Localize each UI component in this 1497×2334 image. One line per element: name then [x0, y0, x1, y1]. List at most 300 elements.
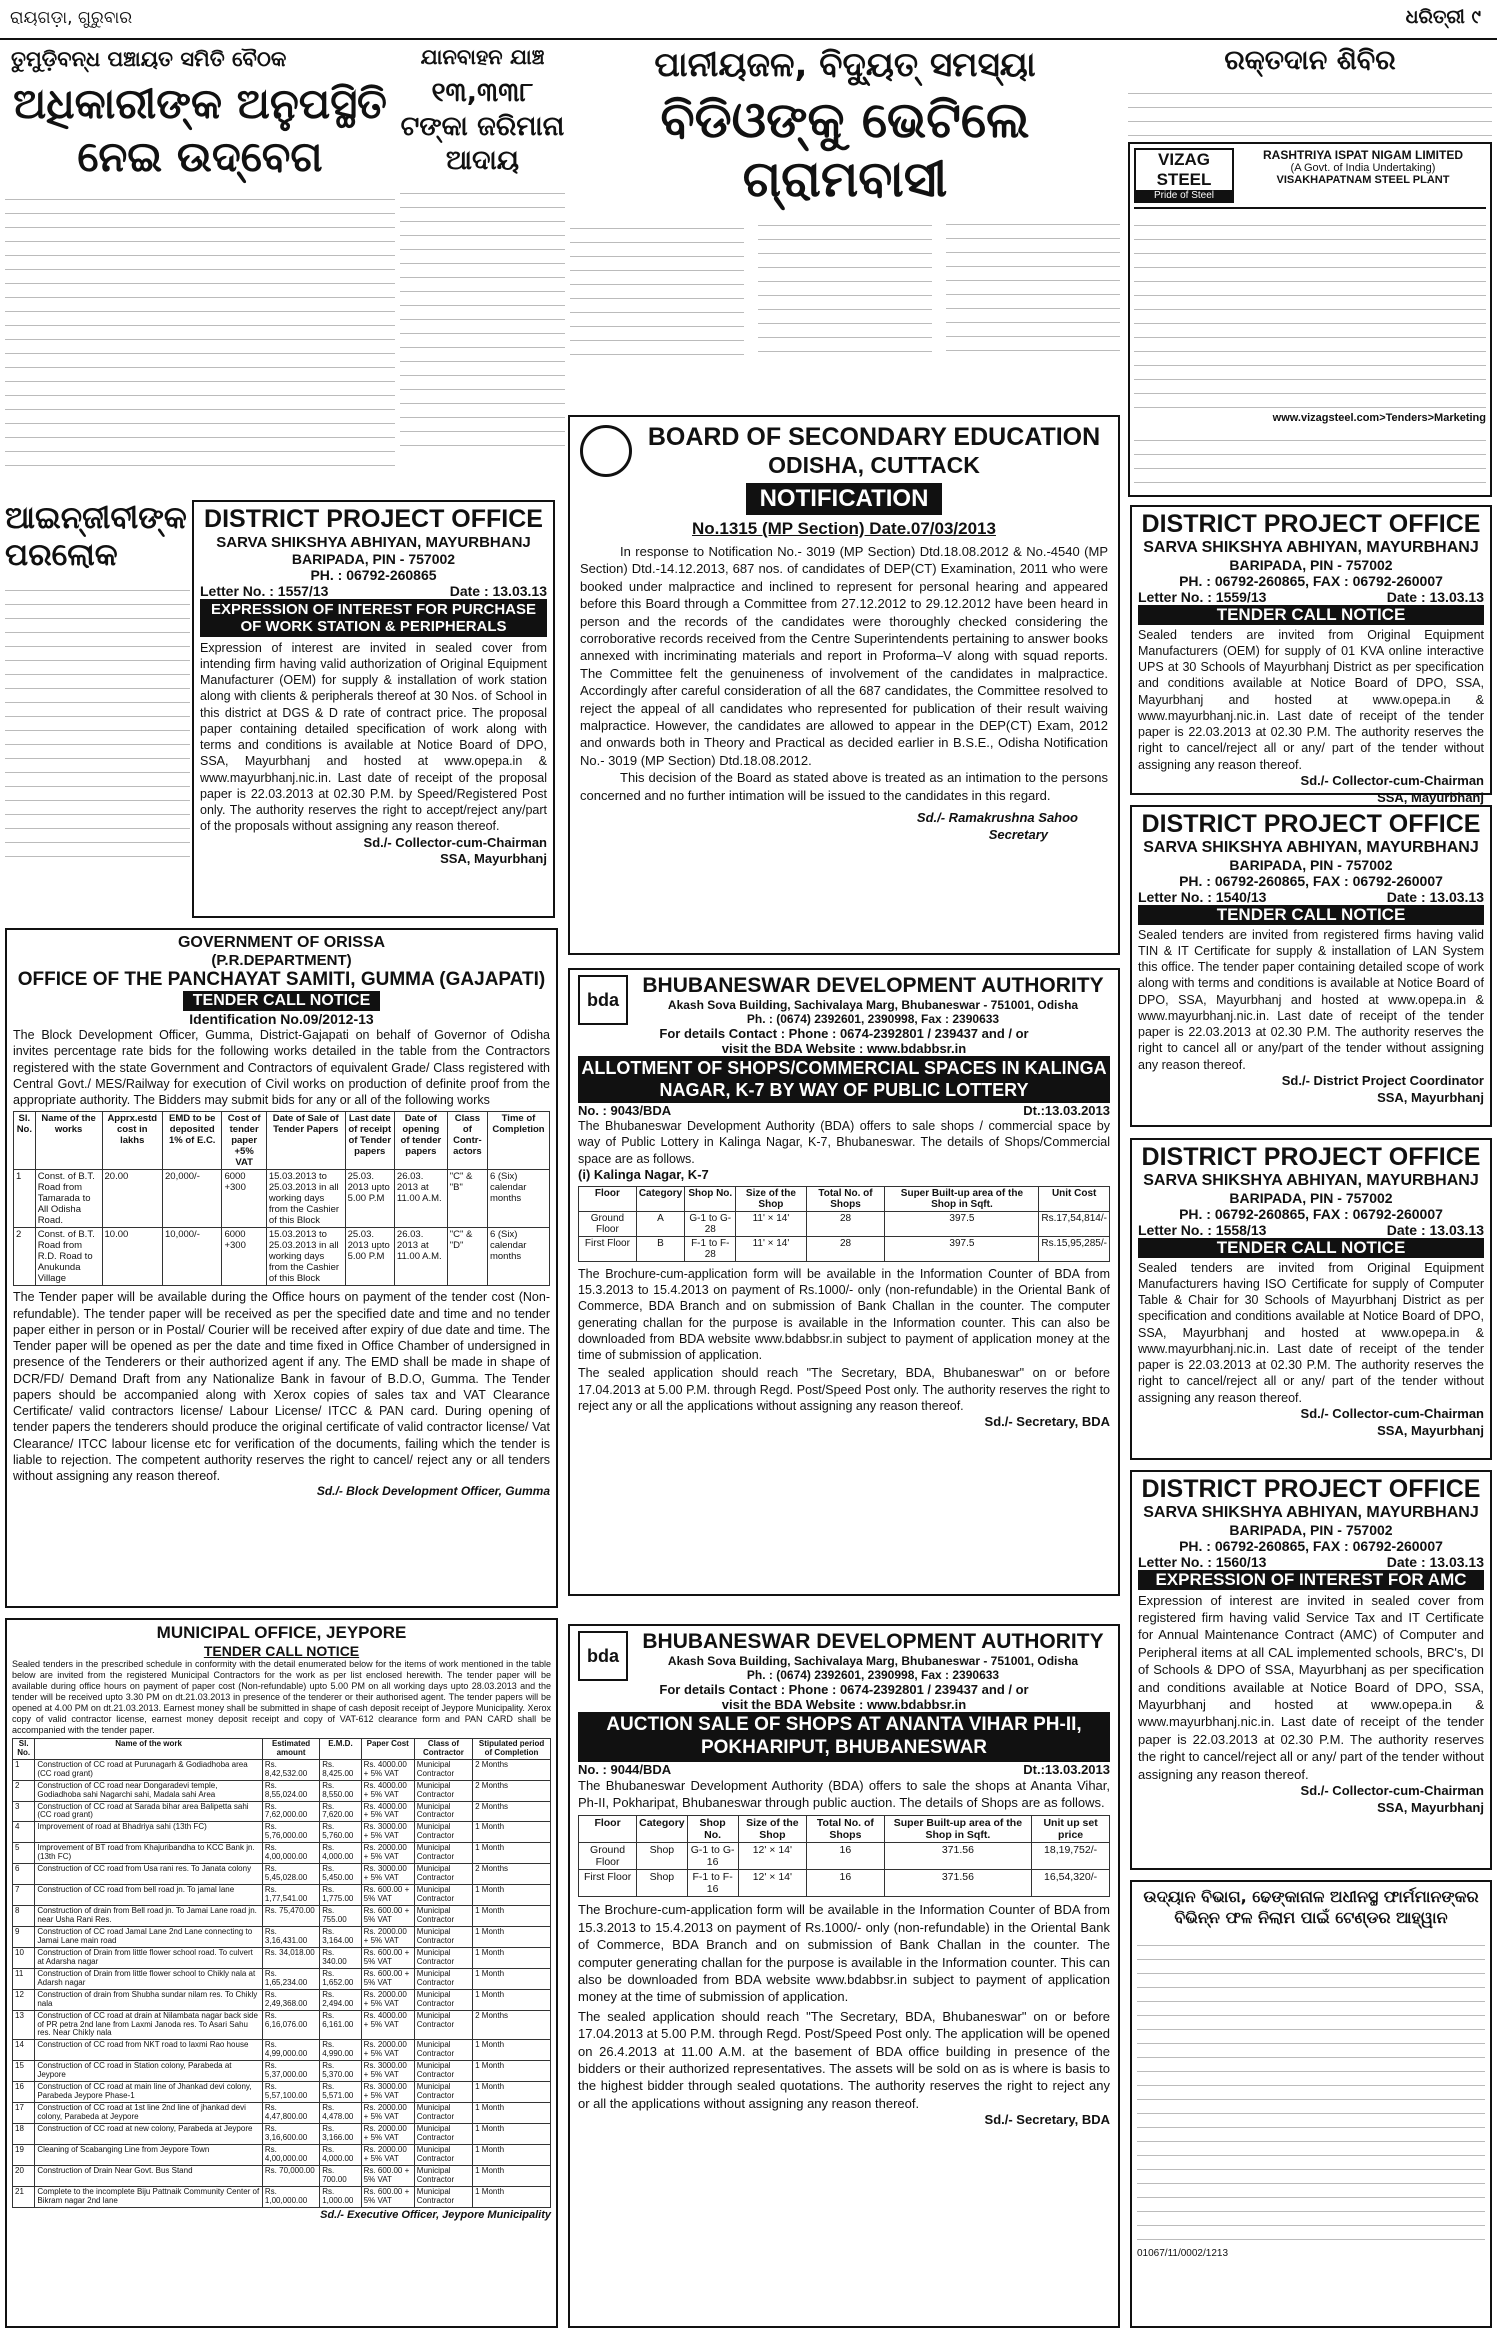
page-header	[0, 0, 1497, 40]
office-address: BARIPADA, PIN - 757002	[1229, 556, 1393, 573]
story-body-text	[570, 215, 1120, 356]
table-row: Ground Floor A G-1 to G-28 11' × 14' 28 397.5 Rs.17,54,814/-	[579, 1211, 1110, 1236]
table-cell: 2 Months	[473, 1780, 551, 1801]
table-cell: Construction of CC road Jamal Lane 2nd Lane connecting to Jamai Lane main road	[35, 1926, 263, 1947]
bse-notification	[568, 415, 1120, 955]
table-cell: Construction of Drain Near Govt. Bus Stand	[35, 2165, 263, 2186]
table-cell: Rs. 2000.00 + 5% VAT	[361, 2040, 414, 2061]
table-cell: Rs. 2000.00 + 5% VAT	[361, 1989, 414, 2010]
notice-date: Date : 13.03.13	[1386, 1553, 1484, 1570]
table-cell: 1 Month	[473, 1885, 551, 1906]
govt-line: GOVERNMENT OF ORISSA	[177, 934, 386, 951]
table-cell: Complete to the incomplete Biju Pattnaik Community Center of Bikram nagar 2nd lane	[35, 2186, 263, 2207]
table-cell: Rs. 2000.00 + 5% VAT	[361, 1843, 414, 1864]
notice-date: Dt.:13.03.2013	[1023, 1103, 1110, 1119]
table-row	[13, 2010, 551, 2040]
tender-title: ଉଦ୍ୟାନ ବିଭାଗ, ଢେଙ୍କାନାଳ ଅଧୀନସ୍ଥ ଫାର୍ମମାନଙ୍କର ବିଭିନ୍ନ ଫଳ ନିଲାମ ପାଇଁ ଟେଣ୍ଡର ଆହ୍ୱାନ	[1143, 1887, 1479, 1927]
table-cell: Construction of CC road from NKT road to laxmi Rao house	[35, 2040, 263, 2061]
notice-body-2: The sealed application should reach "The Secretary, BDA, Bhubaneswar" on or before 17.04.2013 at 5.00 P.M. through Regd. Post/Speed Post only. The application will be opened on 26.4.2013 at 11.00 A.M. at the basement of BDA office building in presence of the bidders or their authorized representatives. The assets will be sold on as is where is basis to the highest bidder through sealed quotations. The authority reserves the right to reject any or all the applications without assigning any reason thereof.	[578, 2008, 1110, 2111]
table-cell: Rs. 34,018.00	[262, 1947, 319, 1968]
location-subhead: (i) Kalinga Nagar, K-7	[578, 1166, 709, 1182]
signature-office: SSA, Mayurbhanj	[440, 851, 547, 867]
table-cell: 5	[13, 1843, 35, 1864]
table-cell: Rs. 3000.00 + 5% VAT	[361, 2061, 414, 2082]
table-cell: 1 Month	[473, 2082, 551, 2103]
story-body-text	[5, 580, 190, 857]
page-folio: ଧରିତ୍ରୀ ୯	[1405, 6, 1481, 28]
letter-no: Letter No. : 1559/13	[1138, 588, 1267, 605]
table-cell: 13	[13, 2010, 35, 2040]
notice-body: Expression of interest are invited in sealed cover from intending firm having valid authorization of Original Equipment Manufacturer (OEM) for supply & installation of work station along with clients & peripherals thereof at 30 Nos. of School in this district at DGS & D rate of contract price. The proposal paper containing detailed specification of work along with terms and conditions is available at Notice Board of DPO, SSA, Mayurbhanj and hosted at www.opepa.in & www.mayurbhanj.nic.in. Last date of receipt of the proposal paper is 22.03.2013 at 02.30 P.M. by Speed/Registered Post only. The authority reserves the right to accept/reject any/part of the proposals without assigning any reason thereof.	[200, 640, 547, 834]
table-cell: Rs. 5,45,028.00	[262, 1864, 319, 1885]
table-cell: 11	[13, 1968, 35, 1989]
table-cell: Rs. 4,000.00	[320, 1843, 361, 1864]
gumma-tender-notice	[5, 928, 558, 1608]
jeypore-tender-notice	[5, 1618, 558, 2328]
ad-code: 01067/11/0002/1213	[1137, 2247, 1229, 2259]
table-cell: Construction of CC road at main line of Jhankad devi colony, Parabeda Jeypore Phase-1	[35, 2082, 263, 2103]
story-headline: ବିଡିଓଙ୍କୁ ଭେଟିଲେ ଗ୍ରାମବାସୀ	[660, 91, 1030, 208]
notice-banner: EXPRESSION OF INTEREST FOR PURCHASE OF WORK STATION & PERIPHERALS	[200, 599, 547, 637]
table-cell: 1 Month	[473, 1822, 551, 1843]
notice-no: No. : 9043/BDA	[578, 1103, 672, 1119]
story-kicker: ତୁମୁଡ଼ିବନ୍ଧ ପଞ୍ଚାୟତ ସମିତି ବୈଠକ	[11, 47, 287, 71]
notice-date: Dt.:13.03.2013	[1023, 1761, 1110, 1777]
signature: Sd./- Collector-cum-Chairman	[363, 834, 547, 850]
notice-banner: TENDER CALL NOTICE	[183, 991, 380, 1011]
table-cell: Rs. 600.00 + 5% VAT	[361, 1906, 414, 1927]
shops-table	[578, 1186, 1110, 1262]
table-cell: Rs. 8,55,024.00	[262, 1780, 319, 1801]
dpo-notice-1557	[192, 500, 555, 918]
table-cell: Construction of CC road near Dongaradevi temple, Godiadhoba sahi Nagarchi sahi, Madala sahi Area	[35, 1780, 263, 1801]
table-cell: 1 Month	[473, 1906, 551, 1927]
table-cell: Construction of CC road at new colony, Parabeda at Jeypore	[35, 2124, 263, 2145]
notice-body: The Tender paper will be available during the Office hours on payment of the tender cost (Non-refundable). The tender paper will be received as per the specified date and time and no tender paper either in person or in Postal/ Courier will be received after expiry of due date and time. The Tender paper will be opened as per the date and time fixed in Office Chamber of undersigned in presence of the Tenderers or their authorized agent if any. The EMD shall be made in shape of DCR/FD/ Demand Draft from any Nationalize Bank in favour of B.D.O, Gumma. The Tender papers should be accompanied along with Xerox copies of sales tax and VAT Clearance Certificate/ valid contractors license/ Labour License/ ITCC & PAN card. During opening of tender papers the tenderers should produce the original certificate of valid contractor license/ Vat Clearance/ ITCC labour license etc for verification of the documents, failing which the tender is liable to rejection. The competent authority reserves the right to cancel/ reject any or all tenders without assigning any reason thereof.	[13, 1290, 550, 1483]
office-phone: PH. : 06792-260865, FAX : 06792-260007	[1179, 872, 1443, 889]
office-subtitle: SARVA SHIKSHYA ABHIYAN, MAYURBHANJ	[216, 533, 531, 551]
table-cell: Rs. 600.00 + 5% VAT	[361, 1947, 414, 1968]
table-row	[13, 1843, 551, 1864]
table-row	[13, 1989, 551, 2010]
notice-body-2: The sealed application should reach "The Secretary, BDA, Bhubaneswar" on or before 17.04.2013 at 5.00 P.M. through Regd. Post/Speed Post only. The authority reserves the right to reject any or all the applications without assigning any reason thereof.	[578, 1366, 1110, 1413]
table-cell: Rs. 8,550.00	[320, 1780, 361, 1801]
table-cell: 14	[13, 2040, 35, 2061]
board-subtitle: ODISHA, CUTTACK	[768, 452, 980, 478]
table-cell: 1 Month	[473, 2186, 551, 2207]
table-cell: 19	[13, 2144, 35, 2165]
bse-emblem-icon	[580, 425, 632, 477]
table-cell: Construction of CC road from Usa rani res. To Janata colony	[35, 1864, 263, 1885]
authority-title: BHUBANESWAR DEVELOPMENT AUTHORITY	[642, 1630, 1104, 1653]
signature: Sd./- Secretary, BDA	[984, 2112, 1110, 2128]
table-cell: Municipal Contractor	[414, 2103, 472, 2124]
story-headline: ୧୩,୩୩୮ ଟଙ୍କା ଜରିମାନା ଆଦାୟ	[400, 77, 565, 176]
ad-body-text	[1134, 215, 1486, 408]
notice-banner: AUCTION SALE OF SHOPS AT ANANTA VIHAR PH-II, POKHARIPUT, BHUBANESWAR	[578, 1712, 1110, 1762]
notice-banner: NOTIFICATION	[746, 483, 943, 515]
table-cell: Rs. 75,470.00	[262, 1906, 319, 1927]
table-cell: Municipal Contractor	[414, 2040, 472, 2061]
table-cell: Construction of CC road in Station colony, Parabeda at Jeypore	[35, 2061, 263, 2082]
board-title: BOARD OF SECONDARY EDUCATION	[647, 423, 1101, 451]
table-cell: 7	[13, 1885, 35, 1906]
table-cell: Rs. 4,000.00	[320, 2144, 361, 2165]
table-row: First Floor B F-1 to F-28 11' × 14' 28 397.5 Rs.15,95,285/-	[579, 1236, 1110, 1261]
tender-body-text	[1137, 1935, 1485, 2240]
table-cell: Rs. 1,652.00	[320, 1968, 361, 1989]
signature-office: SSA, Mayurbhanj	[1377, 1422, 1484, 1438]
signature-office: SSA, Mayurbhanj	[1377, 1799, 1484, 1815]
notice-date: Date : 13.03.13	[449, 582, 547, 599]
notice-body: The Brochure-cum-application form will be available in the Information Counter of BDA from 15.3.2013 to 15.4.2013 on payment of Rs.1000/- only (non-refundable) in the Oriental Bank of Commerce, BDA Branch and on submission of Bank Challan in the counter. The computer generating challan for the purpose is available in the Information counter. This can also be downloaded from BDA website www.bdabbsr.in subject to payment of application money at the time of submission of application.	[578, 1266, 1110, 1363]
table-cell: 10	[13, 1947, 35, 1968]
table-cell: Rs. 4000.00 + 5% VAT	[361, 1759, 414, 1780]
table-cell: Rs. 5,450.00	[320, 1864, 361, 1885]
table-cell: 6	[13, 1864, 35, 1885]
notice-date: Date : 13.03.13	[1386, 1221, 1484, 1238]
signature: Sd./- Block Development Officer, Gumma	[316, 1484, 550, 1499]
table-cell: 21	[13, 2186, 35, 2207]
table-cell: Rs. 2,494.00	[320, 1989, 361, 2010]
table-cell: Rs. 4,00,000.00	[262, 1843, 319, 1864]
table-cell: Construction of CC road at 1st line 2nd line of jhankad devi colony, Parabeda at Jeypore	[35, 2103, 263, 2124]
bda-logo: bda	[578, 1631, 628, 1681]
table-row	[13, 2082, 551, 2103]
table-cell: 2 Months	[473, 1801, 551, 1822]
table-cell: 1 Month	[473, 2144, 551, 2165]
table-header-row: Floor Category Shop No. Size of the Shop Total No. of Shops Super Built-up area of the Shop in Sqft. Unit Cost	[579, 1186, 1110, 1211]
table-cell: 1 Month	[473, 2040, 551, 2061]
table-cell: 1	[13, 1759, 35, 1780]
dateline: ରାୟଗଡ଼ା, ଗୁରୁବାର	[10, 8, 133, 28]
office-phone: PH. : 06792-260865, FAX : 06792-260007	[1179, 1537, 1443, 1554]
notice-body: Sealed tenders are invited from Original Equipment Manufacturers (OEM) for supply of 01 KVA online interactive UPS at 30 Schools of Mayurbhanj District as per specification and conditions available at Notice Board of DPO, SSA, Mayurbhanj and hosted at www.opepa.in & www.mayurbhanj.nic.in. Last date of receipt of the tender paper is 22.03.2013 at 02.30 P.M. The authority reserves the right to cancel/reject all or any/ part of the tender without assigning any reason thereof.	[1138, 627, 1484, 772]
notice-no: No. : 9044/BDA	[578, 1761, 672, 1777]
notice-banner: TENDER CALL NOTICE	[1138, 605, 1484, 625]
table-cell: Rs. 8,425.00	[320, 1759, 361, 1780]
bda-auction-notice	[568, 1624, 1120, 2328]
table-cell: Improvement of BT road from Khajuribandha to KCC Bank jn. (13th FC)	[35, 1843, 263, 1864]
letter-no: Letter No. : 1540/13	[1138, 888, 1267, 905]
table-cell: Rs. 5,760.00	[320, 1822, 361, 1843]
notice-intro: The Bhubaneswar Development Authority (BDA) offers to sale the shops at Ananta Vihar, Ph-II, Pokharipat, Bhubaneswar through public auction. The details of Shops are as follows.	[578, 1777, 1110, 1810]
table-cell: Rs. 5,370.00	[320, 2061, 361, 2082]
dpo-notice-1540	[1130, 805, 1492, 1127]
office-subtitle: SARVA SHIKSHYA ABHIYAN, MAYURBHANJ	[1143, 838, 1479, 856]
story-absence	[5, 45, 395, 495]
table-cell: Rs. 3000.00 + 5% VAT	[361, 1864, 414, 1885]
notice-body: The Brochure-cum-application form will be available in the Information Counter of BDA from 15.3.2013 to 15.4.2013 on payment of Rs.1000/- only (non-refundable) in the Oriental Bank of Commerce, BDA Branch and on submission of Bank Challan in the counter. The computer generating challan for the purpose is available in the Information counter. This can also be downloaded from BDA website www.bdabbsr.in subject to payment of application money at the time of submission of application.	[578, 1902, 1110, 2005]
table-cell: Rs. 755.00	[320, 1906, 361, 1927]
table-cell: Rs. 3000.00 + 5% VAT	[361, 2082, 414, 2103]
signature: Sd./- Ramakrushna Sahoo	[916, 810, 1078, 826]
table-cell: Municipal Contractor	[414, 2144, 472, 2165]
table-row	[13, 2144, 551, 2165]
table-cell: Rs. 8,42,532.00	[262, 1759, 319, 1780]
bda-logo: bda	[578, 975, 628, 1025]
vizag-steel-ad	[1128, 142, 1492, 497]
table-cell: Rs. 4,990.00	[320, 2040, 361, 2061]
table-cell: Municipal Contractor	[414, 1885, 472, 1906]
story-body-text	[400, 183, 565, 446]
table-header-row: Floor Category Shop No. Size of the Shop Total No. of Shops Super Built-up area of the Shop in Sqft. Unit up set price	[579, 1816, 1110, 1843]
table-cell: Municipal Contractor	[414, 2165, 472, 2186]
story-water-power	[570, 45, 1120, 415]
table-cell: Rs. 4000.00 + 5% VAT	[361, 2010, 414, 2040]
table-cell: Rs. 6,16,076.00	[262, 2010, 319, 2040]
table-cell: Rs. 4000.00 + 5% VAT	[361, 1780, 414, 1801]
table-cell: Construction of CC road at drain at Nilambata nagar back side of PR petra 2nd lane from Laxmi Janoda res. To Asari Sahu res. Near Chikly nala	[35, 2010, 263, 2040]
table-cell: 1 Month	[473, 2061, 551, 2082]
story-headline: ରକ୍ତଦାନ ଶିବିର	[1224, 45, 1396, 76]
table-row: Ground Floor Shop G-1 to G-16 12' × 14' 16 371.56 18,19,752/-	[579, 1843, 1110, 1870]
table-cell: Rs. 3,16,431.00	[262, 1926, 319, 1947]
table-cell: 1 Month	[473, 1926, 551, 1947]
dpo-notice-1559	[1130, 505, 1492, 805]
table-cell: Rs. 1,00,000.00	[262, 2186, 319, 2207]
letter-no: Letter No. : 1558/13	[1138, 1221, 1267, 1238]
table-row	[13, 2186, 551, 2207]
table-cell: Municipal Contractor	[414, 2124, 472, 2145]
table-cell: 2 Months	[473, 1759, 551, 1780]
office-address: BARIPADA, PIN - 757002	[1229, 856, 1393, 873]
table-cell: 8	[13, 1906, 35, 1927]
table-cell: Rs. 70,000.00	[262, 2165, 319, 2186]
office-title: OFFICE OF THE PANCHAYAT SAMITI, GUMMA (GAJAPATI)	[17, 969, 546, 990]
blood-donation-and-vizag	[1128, 45, 1492, 495]
table-cell: Rs. 600.00 + 5% VAT	[361, 1968, 414, 1989]
table-cell: Rs. 7,62,000.00	[262, 1801, 319, 1822]
table-cell: Construction of Drain from little flower school to Chikly nala at Adarsh nagar	[35, 1968, 263, 1989]
table-cell: 20	[13, 2165, 35, 2186]
notice-body: Sealed tenders are invited from Original Equipment Manufacturers having ISO Certificate for supply of Computer Table & Chair for 30 Schools of Mayurbhanj District as per specification and conditions available at Notice Board of DPO, SSA, Mayurbhanj and hosted at www.opepa.in & www.mayurbhanj.nic.in. Last date of receipt of the tender paper is 22.03.2013 at 02.30 P.M. The authority reserves the right to cancel/reject all or any/ part of the tender without assigning any reason thereof.	[1138, 1260, 1484, 1405]
table-cell: Rs. 3,166.00	[320, 2124, 361, 2145]
story-kicker: ପାନୀୟଜଳ, ବିଦ୍ୟୁତ୍ ସମସ୍ୟା	[654, 45, 1036, 85]
table-cell: Construction of CC road at Purunagarh & Godiadhoba area (CC road grant)	[35, 1759, 263, 1780]
table-cell: Rs. 2,49,368.00	[262, 1989, 319, 2010]
office-title: DISTRICT PROJECT OFFICE	[1141, 510, 1481, 538]
signature: Sd./- Collector-cum-Chairman	[1300, 772, 1484, 788]
table-cell: Rs. 5,57,100.00	[262, 2082, 319, 2103]
table-cell: Municipal Contractor	[414, 1989, 472, 2010]
table-cell: 15	[13, 2061, 35, 2082]
table-cell: Rs. 600.00 + 5% VAT	[361, 2165, 414, 2186]
table-cell: 2 Months	[473, 1864, 551, 1885]
table-cell: 2 Months	[473, 2010, 551, 2040]
story-headline: ଆଇନ୍‌ଜୀବୀଙ୍କ ପରଲୋକ	[5, 500, 187, 574]
signature: Sd./- Collector-cum-Chairman	[1300, 1405, 1484, 1421]
table-cell: Municipal Contractor	[414, 1759, 472, 1780]
company-subtitle: (A Govt. of India Undertaking)	[1290, 162, 1436, 174]
notice-date: Date : 13.03.13	[1386, 888, 1484, 905]
shops-table	[578, 1815, 1110, 1897]
dpo-notice-1558	[1130, 1138, 1492, 1460]
signature: Sd./- Executive Officer, Jeypore Municipality	[320, 2208, 551, 2221]
table-cell: 1 Month	[473, 2165, 551, 2186]
table-cell: Rs. 700.00	[320, 2165, 361, 2186]
office-title: MUNICIPAL OFFICE, JEYPORE	[156, 1623, 407, 1642]
table-row: 1 Const. of B.T. Road from Tamarada to All Odisha Road. 20.00 20,000/- 6000 +300 15.03.2013 to 25.03.2013 in all working days from the Cashier of this Block 25.03. 2013 upto 5.00 P.M 26.03. 2013 at 11.00 A.M. "C" & "B" 6 (Six) calendar months	[14, 1170, 550, 1228]
works-table	[12, 1738, 551, 2208]
dept-line: (P.R.DEPARTMENT)	[211, 952, 352, 969]
table-cell: Rs. 3,164.00	[320, 1926, 361, 1947]
table-cell: Rs. 340.00	[320, 1947, 361, 1968]
table-cell: Rs. 600.00 + 5% VAT	[361, 2186, 414, 2207]
table-cell: Municipal Contractor	[414, 1780, 472, 1801]
table-row	[13, 2040, 551, 2061]
authority-title: BHUBANESWAR DEVELOPMENT AUTHORITY	[642, 974, 1104, 997]
office-title: DISTRICT PROJECT OFFICE	[204, 505, 543, 533]
table-cell: Improvement of road at Bhadriya sahi (13th FC)	[35, 1822, 263, 1843]
signature: Sd./- Secretary, BDA	[984, 1414, 1110, 1430]
table-cell: Municipal Contractor	[414, 1843, 472, 1864]
table-cell: 9	[13, 1926, 35, 1947]
authority-address: Akash Sova Building, Sachivalaya Marg, Bhubaneswar - 751001, Odisha	[667, 1654, 1079, 1668]
table-cell: Rs. 600.00 + 5% VAT	[361, 1885, 414, 1906]
table-cell: Rs. 7,620.00	[320, 1801, 361, 1822]
table-cell: 1 Month	[473, 1843, 551, 1864]
table-cell: Rs. 3,16,600.00	[262, 2124, 319, 2145]
table-cell: Rs. 6,161.00	[320, 2010, 361, 2040]
story-vehicle-check	[400, 45, 565, 495]
notice-intro: The Block Development Officer, Gumma, District-Gajapati on behalf of Governor of Odisha invites percentage rate bids for the following works detailed in the table from the Contractors registered with the state Government and Contractors of equivalent Grade/ Class registered with Central Govt./ MES/Railway for execution of Civil works on production of definite proof from the appropriate authority. The Bidders may submit bids for any or all of the following works	[13, 1028, 550, 1107]
notice-date: Date : 13.03.13	[1386, 588, 1484, 605]
authority-address: Akash Sova Building, Sachivalaya Marg, Bhubaneswar - 751001, Odisha	[667, 998, 1079, 1012]
office-phone: PH. : 06792-260865	[310, 566, 437, 583]
authority-phone: Ph. : (0674) 2392601, 2390998, Fax : 2390633	[746, 1668, 1000, 1682]
table-cell: Rs. 2000.00 + 5% VAT	[361, 2144, 414, 2165]
table-cell: Rs. 1,775.00	[320, 1885, 361, 1906]
table-cell: Cleaning of Scabanging Line from Jeypore Town	[35, 2144, 263, 2165]
table-cell: Rs. 4,99,000.00	[262, 2040, 319, 2061]
story-lawyer-obit	[5, 500, 190, 920]
office-address: BARIPADA, PIN - 757002	[1229, 1189, 1393, 1206]
vizag-logo: VIZAG STEEL Pride of Steel	[1134, 148, 1234, 203]
table-row: First Floor Shop F-1 to F-16 12' × 14' 16 371.56 16,54,320/-	[579, 1870, 1110, 1897]
signature: Sd./- District Project Coordinator	[1281, 1072, 1484, 1088]
notice-body: Expression of interest are invited in sealed cover from registered firm having valid Service Tax and IT Certificate for Annual Maintenance Contract (AMC) of Computer and Peripheral items at all CAL implemented schools, BRC's, DI of Schools & DPO of SSA, Mayurbhanj as per specification and conditions available at Notice Board of DPO, SSA, Mayurbhanj and hosted at www.opepa.in & www.mayurbhanj.nic.in. Last date of receipt of the tender paper is 22.03.2013 at 02.30 P.M. The authority reserves the right to cancel/reject all or any/ part of the tender without assigning any reason thereof.	[1138, 1592, 1484, 1782]
notice-intro: The Bhubaneswar Development Authority (BDA) offers to sale shops / commercial space by way of Public Lottery in Kalinga Nagar, K-7, Bhubaneswar. The details of Shops/Commercial space are as follows.	[578, 1119, 1110, 1166]
table-cell: Municipal Contractor	[414, 1864, 472, 1885]
table-cell: Rs. 5,76,000.00	[262, 1822, 319, 1843]
signature-office: SSA, Mayurbhanj	[1377, 789, 1484, 805]
table-row	[13, 2103, 551, 2124]
table-cell: 18	[13, 2124, 35, 2145]
table-cell: Municipal Contractor	[414, 1968, 472, 1989]
website-line[interactable]: visit the BDA Website : www.bdabbsr.in	[721, 1041, 967, 1056]
table-cell: Municipal Contractor	[414, 2010, 472, 2040]
table-cell: Construction of Drain from little flower school road. To culvert at Adarsha nagar	[35, 1947, 263, 1968]
table-cell: Rs. 3000.00 + 5% VAT	[361, 1822, 414, 1843]
table-cell: Rs. 4000.00 + 5% VAT	[361, 1801, 414, 1822]
table-row	[13, 1906, 551, 1927]
office-phone: PH. : 06792-260865, FAX : 06792-260007	[1179, 1205, 1443, 1222]
table-cell: Rs. 1,65,234.00	[262, 1968, 319, 1989]
notice-intro: Sealed tenders in the prescribed schedule in conformity with the detail enumerated below for the items of work mentioned in the table below are invited from the registered Municipal Contractors for the work as per list enclosed herewith. The tender paper will be available during office hours on payment of paper cost (Non-refundable) upto 5.00 PM on all working days upto 28.03.2013 and the tender will be received upto 3.30 PM on dt.21.03.2013 in presence of the tenderer or their authorised agent. The tender papers will be opened at 4.00 PM on dt.21.03.2013. Earnest money shall be submitted in shape of cash deposit receipt of Jeypore Municipality. Xerox copy of valid contractor license, earnest money deposit receipt and copy of VAT-612 clearance form and PAN CARD shall be accompanied with the tender paper.	[12, 1659, 551, 1735]
table-cell: Rs. 2000.00 + 5% VAT	[361, 2124, 414, 2145]
table-cell: Municipal Contractor	[414, 2061, 472, 2082]
contact-line: For details Contact : Phone : 0674-2392801 / 239437 and / or	[659, 1026, 1029, 1041]
authority-phone: Ph. : (0674) 2392601, 2390998, Fax : 2390633	[746, 1012, 1000, 1026]
identification-no: Identification No.09/2012-13	[189, 1011, 374, 1027]
website-line[interactable]: visit the BDA Website : www.bdabbsr.in	[721, 1697, 967, 1712]
table-cell: Construction of CC road from bell road jn. To jamal lane	[35, 1885, 263, 1906]
table-cell: 1 Month	[473, 1947, 551, 1968]
table-cell: Municipal Contractor	[414, 1822, 472, 1843]
table-cell: Rs. 4,00,000.00	[262, 2144, 319, 2165]
table-row	[13, 2165, 551, 2186]
office-phone: PH. : 06792-260865, FAX : 06792-260007	[1179, 572, 1443, 589]
table-cell: Rs. 1,000.00	[320, 2186, 361, 2207]
table-cell: Rs. 2000.00 + 5% VAT	[361, 2103, 414, 2124]
table-cell: 2	[13, 1780, 35, 1801]
office-title: DISTRICT PROJECT OFFICE	[1141, 1475, 1481, 1503]
table-cell: Rs. 5,37,000.00	[262, 2061, 319, 2082]
table-cell: 17	[13, 2103, 35, 2124]
table-cell: Municipal Contractor	[414, 1801, 472, 1822]
table-cell: 1 Month	[473, 2103, 551, 2124]
office-title: DISTRICT PROJECT OFFICE	[1141, 1143, 1481, 1171]
table-cell: Municipal Contractor	[414, 2186, 472, 2207]
letter-no: Letter No. : 1557/13	[200, 582, 329, 599]
table-row	[13, 1759, 551, 1780]
notice-body-2: This decision of the Board as stated above is treated as an intimation to the persons concerned and no further intimation will be issued to the candidates in this regard.	[580, 770, 1108, 803]
table-row	[13, 1968, 551, 1989]
table-cell: Rs. 4,478.00	[320, 2103, 361, 2124]
table-cell: 1 Month	[473, 1989, 551, 2010]
table-row	[13, 2124, 551, 2145]
story-body-text	[5, 189, 395, 466]
notice-banner: TENDER CALL NOTICE	[1138, 905, 1484, 925]
dpo-notice-1560	[1130, 1470, 1492, 1870]
vizag-web-link[interactable]: www.vizagsteel.com>Tenders>Marketing	[1272, 412, 1486, 424]
letter-no: Letter No. : 1560/13	[1138, 1553, 1267, 1570]
table-cell: Construction of CC road at Sarada bihar area Balipetta sahi (CC road grant)	[35, 1801, 263, 1822]
ad-body-text	[1134, 430, 1486, 483]
table-row	[13, 1801, 551, 1822]
table-row	[13, 1947, 551, 1968]
notice-body: In response to Notification No.- 3019 (MP Section) Dtd.18.08.2012 & No.-4540 (MP Section) Dtd.-14.12.2013, 687 nos. of candidates of DEP(CT) Examination, 2011 who were booked under malpractice and inclined to represent for personal hearing and appeared before this Board through a Committee from 27.12.2012 to 29.12.2012 have been heard in person and the records of the candidates were thoroughly checked considering the corroborative records received from the Centre Superintendents pertaining to answer books annexed with incriminating materials and report in Proforma–V along with squad reports. The Committee felt the genuineness of involvement of the candidates in malpractice. Accordingly after careful consideration of all the 687 candidates, the Committee resolved to reject the appeal of all candidates who represented for publication of their result waiving malpractice. However, the candidates are allowed to appear in the DEP(CT) Exam, 2012 and onwards both in Theory and Practical as decided earlier in B.S.E., Odisha Notification No.- 3019 (MP Section) Dtd.18.08.2012.	[580, 544, 1108, 768]
company-name: RASHTRIYA ISPAT NIGAM LIMITED	[1262, 148, 1463, 162]
table-cell: Municipal Contractor	[414, 2082, 472, 2103]
table-cell: 16	[13, 2082, 35, 2103]
table-cell: 4	[13, 1822, 35, 1843]
signature-title: Secretary	[988, 826, 1048, 842]
horticulture-tender	[1130, 1880, 1492, 2328]
table-cell: 1 Month	[473, 2124, 551, 2145]
table-cell: 3	[13, 1801, 35, 1822]
table-header-row: Sl. No. Name of the works Apprx.estd cost in lakhs EMD to be deposited 1% of E.C. Cost of tender paper +5% VAT Date of Sale of Tender Papers Last date of receipt of Tender papers Date of opening of tender papers Class of Contr-actors Time of Completion	[14, 1112, 550, 1170]
table-row	[13, 1864, 551, 1885]
table-cell: Rs. 2000.00 + 5% VAT	[361, 1926, 414, 1947]
office-subtitle: SARVA SHIKSHYA ABHIYAN, MAYURBHANJ	[1143, 1503, 1479, 1521]
office-subtitle: SARVA SHIKSHYA ABHIYAN, MAYURBHANJ	[1143, 538, 1479, 556]
notice-banner: TENDER CALL NOTICE	[203, 1643, 360, 1659]
office-subtitle: SARVA SHIKSHYA ABHIYAN, MAYURBHANJ	[1143, 1171, 1479, 1189]
works-table	[13, 1111, 550, 1286]
table-cell: Construction of drain from Shubha sundar nilam res. To Chikly nala	[35, 1989, 263, 2010]
notice-banner: TENDER CALL NOTICE	[1138, 1238, 1484, 1258]
table-cell: Rs. 4,47,800.00	[262, 2103, 319, 2124]
table-row: 2 Const. of B.T. Road from R.D. Road to Anukunda Village 10.00 10,000/- 6000 +300 15.03.2013 to 25.03.2013 in all working days from the Cashier of this Block 25.03. 2013 upto 5.00 P.M 26.03. 2013 at 11.00 A.M. "C" & "D" 6 (Six) calendar months	[14, 1228, 550, 1286]
office-address: BARIPADA, PIN - 757002	[1229, 1521, 1393, 1538]
table-cell: Municipal Contractor	[414, 1926, 472, 1947]
table-cell: Rs. 5,571.00	[320, 2082, 361, 2103]
table-cell: Rs. 1,77,541.00	[262, 1885, 319, 1906]
story-body-text	[1128, 83, 1492, 136]
table-cell: 1 Month	[473, 1968, 551, 1989]
